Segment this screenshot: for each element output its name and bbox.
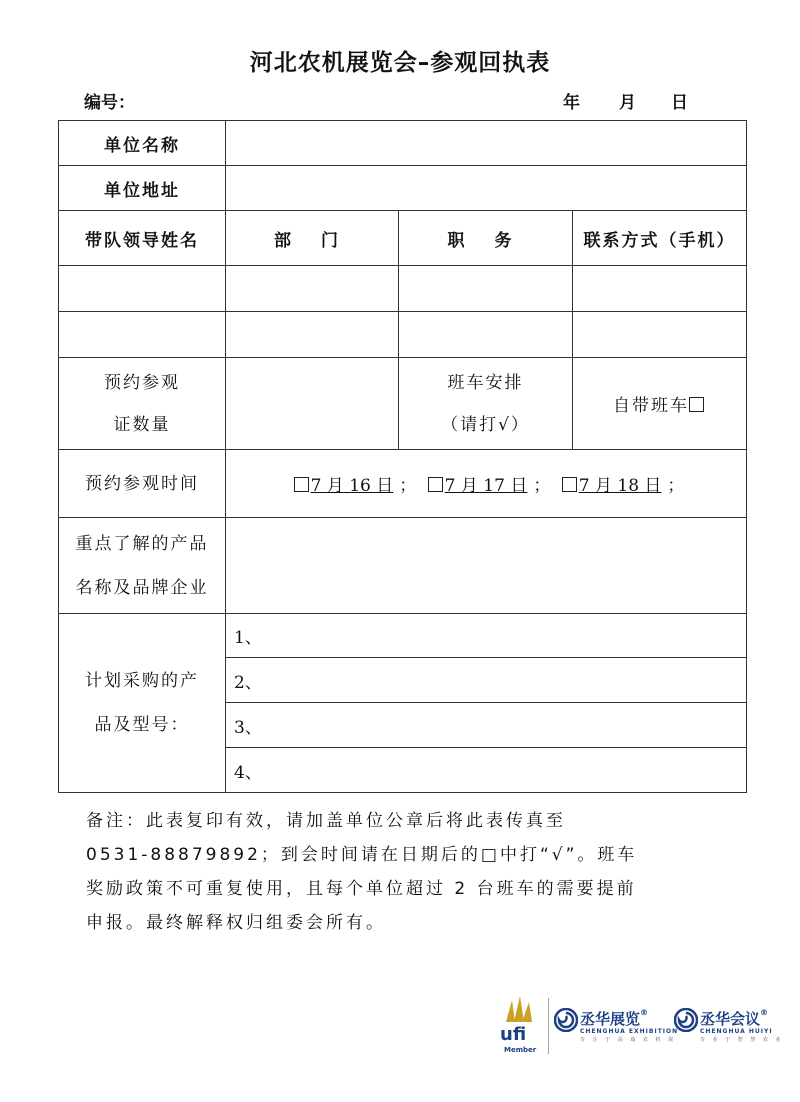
brand2-english: CHENGHUA HUIYI	[700, 1028, 773, 1035]
contact-cell[interactable]	[573, 266, 747, 312]
date-option-16[interactable]	[294, 476, 394, 496]
date-separator: ；	[399, 476, 417, 496]
unit-name-label: 单位名称	[59, 121, 226, 166]
own-shuttle-option[interactable]	[573, 358, 747, 450]
shuttle-label-line2: （请打√）	[441, 414, 530, 435]
position-cell[interactable]	[399, 266, 573, 312]
date-16-checkbox[interactable]	[294, 477, 309, 492]
date-option-17-label: 7 月 17 日	[444, 476, 528, 496]
notes-line-1: 备注：此表复印有效，请加盖单位公章后将此表传真至	[86, 811, 566, 831]
ufi-text: ufi	[500, 1024, 527, 1045]
product-interest-field[interactable]	[226, 518, 747, 614]
purchase-item-1[interactable]: 1、	[226, 614, 747, 658]
unit-address-field[interactable]	[226, 166, 747, 211]
ufi-emblem-icon	[498, 994, 546, 1024]
product-interest-line1: 重点了解的产品	[75, 533, 209, 554]
brand1-tagline: 专 注 于 高 端 农 机 展	[580, 1037, 677, 1043]
ufi-member-text: Member	[504, 1046, 537, 1054]
date-option-18[interactable]	[562, 476, 662, 496]
contact-cell[interactable]	[573, 312, 747, 358]
date-separator: ；	[667, 476, 685, 496]
registered-mark: ®	[640, 1008, 649, 1017]
date-day-label: 日	[671, 93, 688, 113]
footer-logos	[498, 990, 800, 1062]
purchase-item-2[interactable]: 2、	[226, 658, 747, 703]
date-year-label: 年	[563, 93, 580, 113]
notes-line-2: 0531-88879892；到会时间请在日期后的□中打“√”。班车	[86, 845, 638, 865]
leader-name-header: 带队领导姓名	[59, 211, 226, 266]
date-option-17[interactable]	[428, 476, 528, 496]
number-label: 编号：	[84, 93, 135, 113]
registration-form	[58, 120, 747, 793]
leader-name-cell[interactable]	[59, 266, 226, 312]
pass-count-label-line1: 预约参观	[104, 372, 180, 393]
product-interest-label	[59, 518, 226, 614]
purchase-plan-line1: 计划采购的产	[85, 671, 199, 691]
chenghua-huiyi-logo	[674, 1008, 798, 1048]
leader-name-cell[interactable]	[59, 312, 226, 358]
brand2-text: 丞华会议	[700, 1010, 761, 1028]
unit-address-label: 单位地址	[59, 166, 226, 211]
notes-line-4: 申报。最终解释权归组委会所有。	[86, 913, 386, 933]
chenghua-exhibition-logo	[554, 1008, 679, 1048]
notes-line-3: 奖励政策不可重复使用，且每个单位超过 2 台班车的需要提前	[86, 879, 637, 899]
date-18-checkbox[interactable]	[562, 477, 577, 492]
unit-name-field[interactable]	[226, 121, 747, 166]
purchase-item-4[interactable]: 4、	[226, 748, 747, 793]
brand1-text: 丞华展览	[580, 1010, 641, 1028]
position-cell[interactable]	[399, 312, 573, 358]
logo-divider	[548, 998, 549, 1054]
own-shuttle-checkbox[interactable]	[689, 397, 704, 412]
brand1-name	[580, 1008, 648, 1029]
date-option-18-label: 7 月 18 日	[578, 476, 662, 496]
registered-mark: ®	[760, 1008, 769, 1017]
notes	[86, 804, 716, 940]
pass-count-label-line2: 证数量	[113, 414, 171, 435]
pass-count-field[interactable]	[226, 358, 399, 450]
shuttle-label	[399, 358, 573, 450]
brand2-name	[700, 1008, 768, 1029]
own-shuttle-label: 自带班车	[613, 396, 689, 416]
shuttle-label-line1: 班车安排	[447, 372, 524, 393]
page-title: 河北农机展览会–参观回执表	[249, 50, 551, 76]
contact-header: 联系方式（手机）	[573, 211, 747, 266]
date-month-label: 月	[619, 93, 636, 113]
department-cell[interactable]	[226, 266, 399, 312]
brand2-tagline: 专 业 于 智 慧 农 业	[700, 1037, 784, 1043]
department-header: 部 门	[226, 211, 399, 266]
product-interest-line2: 名称及品牌企业	[75, 577, 209, 598]
swirl-icon	[554, 1008, 578, 1032]
date-option-16-label: 7 月 16 日	[310, 476, 394, 496]
visit-time-label: 预约参观时间	[59, 450, 226, 518]
ufi-logo	[498, 994, 546, 1054]
pass-count-label	[59, 358, 226, 450]
purchase-plan-label	[59, 614, 226, 793]
visit-date-options	[226, 450, 747, 518]
date-17-checkbox[interactable]	[428, 477, 443, 492]
brand1-english: CHENGHUA EXHIBITION	[580, 1028, 679, 1035]
purchase-plan-line2: 品及型号：	[94, 715, 190, 735]
position-header: 职 务	[399, 211, 573, 266]
date-separator: ；	[533, 476, 551, 496]
purchase-item-3[interactable]: 3、	[226, 703, 747, 748]
department-cell[interactable]	[226, 312, 399, 358]
swirl-icon	[674, 1008, 698, 1032]
